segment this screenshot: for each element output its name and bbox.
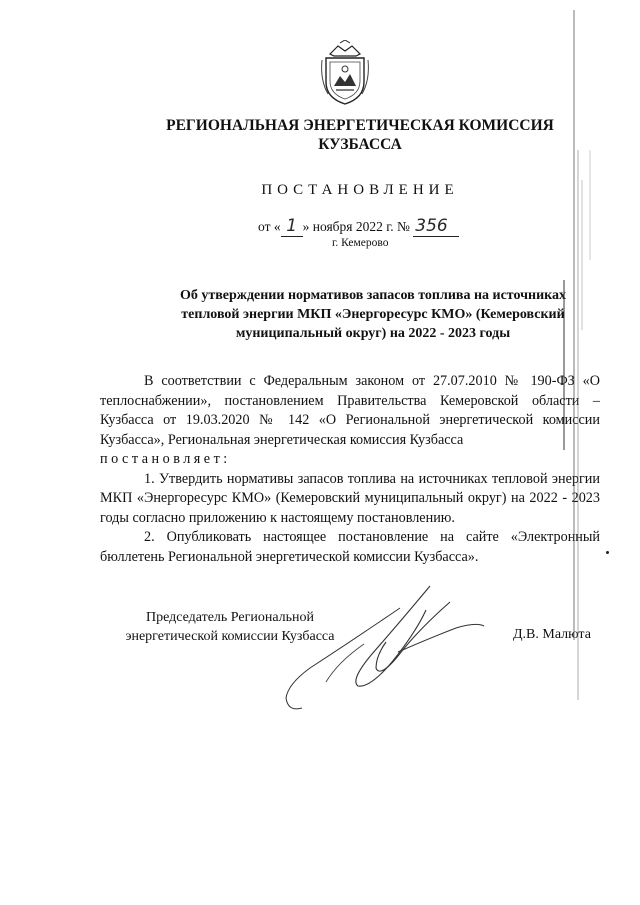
date-day: 1	[281, 216, 303, 237]
resolution-item-1: 1. Утвердить нормативы запасов топлива на источниках тепловой энергии МКП «Энергоресурс КМО» (Кемеровский муниципальный округ) на 2022 - 2023 годы согласно приложению к настоящему постановлению.	[100, 470, 600, 526]
subject-line1: Об утверждении нормативов запасов топлива на источниках	[179, 288, 567, 303]
commission-title	[150, 116, 570, 154]
document-number: 356	[413, 216, 459, 237]
document-city: г. Кемерово	[332, 237, 389, 249]
document-subject	[150, 286, 596, 343]
signer-name: Д.В. Малюта	[513, 627, 591, 642]
resolves-word: постановляет:	[100, 451, 231, 467]
scan-dot	[606, 551, 609, 554]
handwritten-signature-icon	[280, 582, 490, 718]
preamble-paragraph: В соответствии с Федеральным законом от 27.07.2010 № 190-ФЗ «О теплоснабжении», постановлением Правительства Кемеровской области – Кузбасса от 19.03.2020 № 142 «О Региональной энергетической комиссии Кузбасса», Региональная энергетическая комиссия Кузбасса	[100, 373, 600, 448]
signer-role-line1: Председатель Региональной	[145, 610, 315, 625]
document-type: ПОСТАНОВЛЕНИЕ	[261, 182, 459, 198]
date-middle: » ноября 2022 г. №	[302, 219, 410, 234]
document-date-line	[258, 216, 498, 237]
signer-role-line2: энергетической комиссии Кузбасса	[125, 629, 335, 644]
commission-title-line2: КУЗБАССА	[318, 136, 402, 153]
commission-title-line1: РЕГИОНАЛЬНАЯ ЭНЕРГЕТИЧЕСКАЯ КОМИССИЯ	[166, 117, 554, 134]
resolution-item-2: 2. Опубликовать настоящее постановление на сайте «Электронный бюллетень Региональной энергетической комиссии Кузбасса».	[100, 529, 600, 565]
coat-of-arms-icon	[318, 40, 372, 106]
document-body	[100, 372, 600, 567]
subject-line2: тепловой энергии МКП «Энергоресурс КМО» (Кемеровский	[181, 307, 565, 322]
date-prefix: от «	[258, 219, 281, 234]
subject-line3: муниципальный округ) на 2022 - 2023 годы	[235, 326, 511, 341]
